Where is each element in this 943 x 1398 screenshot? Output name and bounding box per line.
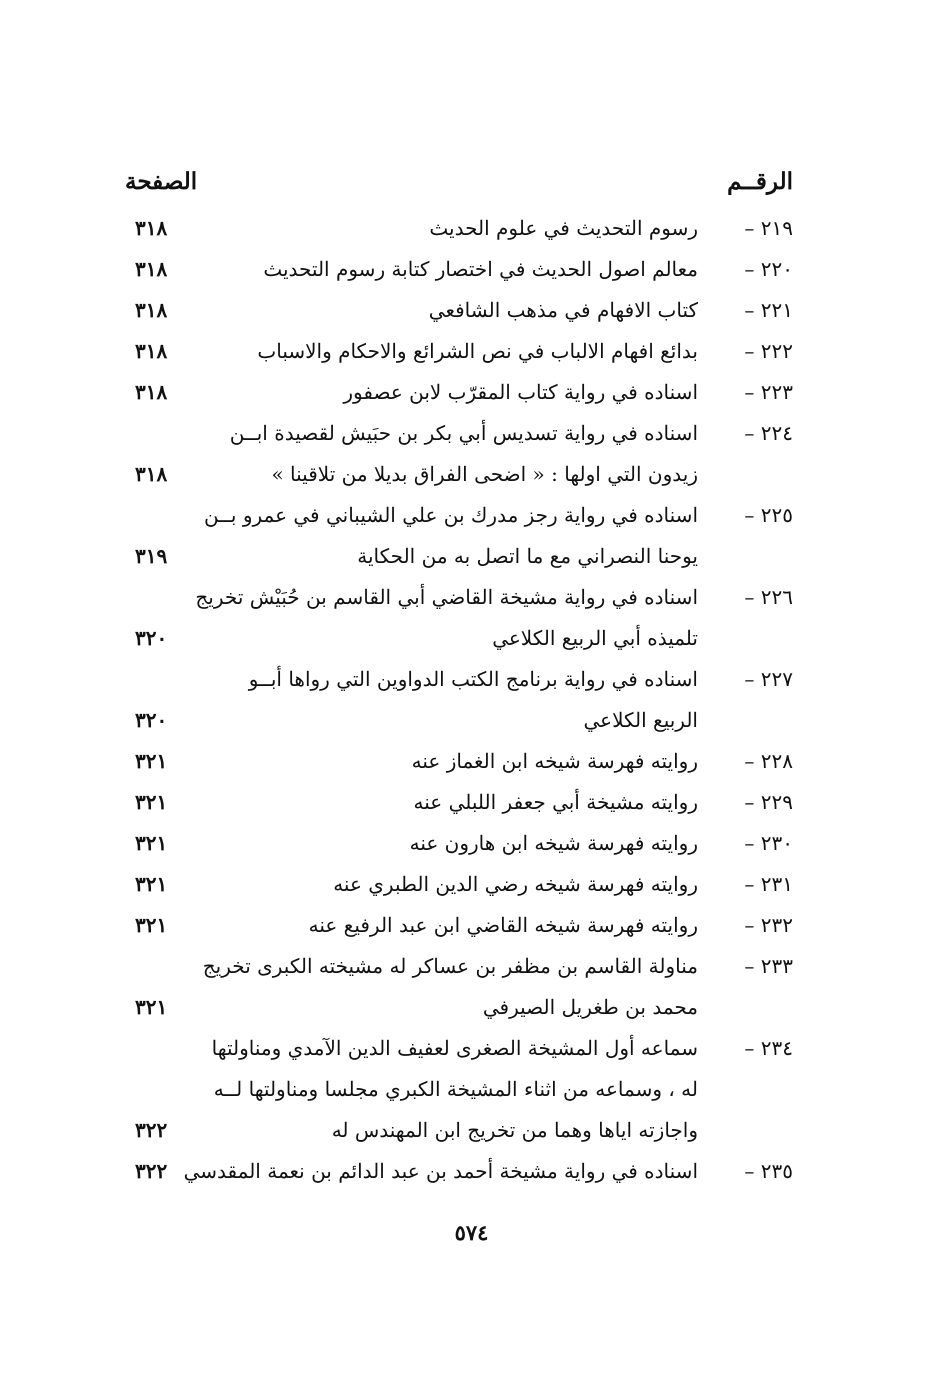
entry-line <box>0 495 943 536</box>
entry-line <box>0 208 943 249</box>
entry-number: ٢٢٧ – <box>744 667 793 691</box>
entry-title: تلميذه أبي الربيع الكلاعي <box>492 626 698 650</box>
entry-page-number: ٣١٨ <box>135 339 168 363</box>
entry-page-number: ٣١٩ <box>135 544 168 568</box>
entry-title: اسناده في رواية برنامج الكتب الدواوين التي رواها أبــو <box>248 667 698 691</box>
index-entry <box>0 782 943 823</box>
index-entry <box>0 331 943 372</box>
page-column-header: الصفحة <box>125 168 198 195</box>
entry-title: الربيع الكلاعي <box>583 708 698 732</box>
entry-page-number: ٣٢٠ <box>135 708 168 732</box>
index-entry <box>0 905 943 946</box>
entry-line <box>0 1028 943 1069</box>
entry-number: ٢٢٤ – <box>744 421 793 445</box>
entry-title: اسناده في رواية مشيخة القاضي أبي القاسم بن حُبَيْش تخريج <box>195 585 698 609</box>
entry-line <box>0 1110 943 1151</box>
entry-page-number: ٣١٨ <box>135 257 168 281</box>
entry-number: ٢٢١ – <box>744 298 793 322</box>
entry-title: له ، وسماعه من اثناء المشيخة الكبري مجلسا ومناولتها لــه <box>213 1077 698 1101</box>
entry-number: ٢٢٨ – <box>744 749 793 773</box>
entry-title: اسناده في رواية مشيخة أحمد بن عبد الدائم بن نعمة المقدسي <box>183 1159 698 1183</box>
entry-title: سماعه أول المشيخة الصغرى لعفيف الدين الآمدي ومناولتها <box>211 1036 698 1060</box>
index-entry <box>0 1028 943 1151</box>
entry-number: ٢٣٣ – <box>744 954 793 978</box>
index-entry <box>0 946 943 1028</box>
entry-line <box>0 905 943 946</box>
entry-page-number: ٣١٨ <box>135 216 168 240</box>
entry-title: روايته مشيخة أبي جعفر اللبلي عنه <box>413 790 698 814</box>
page-number: ٥٧٤ <box>454 1220 489 1245</box>
entry-page-number: ٣٢١ <box>135 749 168 773</box>
entry-title: مناولة القاسم بن مظفر بن عساكر له مشيخته الكبرى تخريج <box>202 954 698 978</box>
entry-line <box>0 659 943 700</box>
entry-title: زيدون التي اولها : « اضحى الفراق بديلا من تلاقينا » <box>271 462 698 486</box>
entry-number: ٢٣٢ – <box>744 913 793 937</box>
entry-page-number: ٣١٨ <box>135 462 168 486</box>
entry-page-number: ٣٢١ <box>135 790 168 814</box>
entry-line <box>0 577 943 618</box>
entry-title: اسناده في رواية رجز مدرك بن علي الشيباني في عمرو بــن <box>203 503 698 527</box>
index-entry <box>0 208 943 249</box>
index-entries <box>0 208 943 1192</box>
entry-title: اسناده في رواية تسديس أبي بكر بن حبَيش لقصيدة ابــن <box>229 421 698 445</box>
entry-line <box>0 1069 943 1110</box>
entry-line <box>0 987 943 1028</box>
entry-number: ٢٢٦ – <box>744 585 793 609</box>
entry-number: ٢٣٥ – <box>744 1159 793 1183</box>
index-entry <box>0 372 943 413</box>
entry-number: ٢٢٩ – <box>744 790 793 814</box>
entry-title: اسناده في رواية كتاب المقرّب لابن عصفور <box>343 380 698 404</box>
entry-line <box>0 290 943 331</box>
entry-page-number: ٣٢١ <box>135 995 168 1019</box>
index-entry <box>0 290 943 331</box>
entry-page-number: ٣٢٢ <box>135 1159 168 1183</box>
entry-number: ٢٢٥ – <box>744 503 793 527</box>
index-entry <box>0 249 943 290</box>
entry-number: ٢١٩ – <box>744 216 793 240</box>
entry-number: ٢٢٣ – <box>744 380 793 404</box>
index-entry <box>0 1151 943 1192</box>
entry-title: روايته فهرسة شيخه القاضي ابن عبد الرفيع عنه <box>308 913 698 937</box>
entry-page-number: ٣٢١ <box>135 831 168 855</box>
entry-line <box>0 618 943 659</box>
entry-title: بدائع افهام الالباب في نص الشرائع والاحكام والاسباب <box>257 339 698 363</box>
index-entry <box>0 823 943 864</box>
entry-line <box>0 823 943 864</box>
entry-line <box>0 331 943 372</box>
index-entry <box>0 659 943 741</box>
entry-number: ٢٢٠ – <box>744 257 793 281</box>
entry-title: رسوم التحديث في علوم الحديث <box>429 216 698 240</box>
entry-line <box>0 864 943 905</box>
number-column-header: الرقــم <box>727 168 793 195</box>
entry-line <box>0 1151 943 1192</box>
entry-page-number: ٣٢٢ <box>135 1118 168 1142</box>
index-entry <box>0 413 943 495</box>
index-entry <box>0 495 943 577</box>
entry-page-number: ٣٢١ <box>135 872 168 896</box>
entry-line <box>0 741 943 782</box>
entry-title: واجازته اياها وهما من تخريج ابن المهندس له <box>331 1118 698 1142</box>
entry-page-number: ٣٢٠ <box>135 626 168 650</box>
entry-line <box>0 700 943 741</box>
entry-title: روايته فهرسة شيخه رضي الدين الطبري عنه <box>333 872 698 896</box>
entry-line <box>0 454 943 495</box>
entry-title: روايته فهرسة شيخه ابن هارون عنه <box>409 831 698 855</box>
index-entry <box>0 577 943 659</box>
entry-page-number: ٣٢١ <box>135 913 168 937</box>
entry-title: معالم اصول الحديث في اختصار كتابة رسوم التحديث <box>263 257 698 281</box>
entry-page-number: ٣١٨ <box>135 298 168 322</box>
entry-line <box>0 782 943 823</box>
index-entry <box>0 741 943 782</box>
entry-line <box>0 536 943 577</box>
entry-number: ٢٣٠ – <box>744 831 793 855</box>
entry-line <box>0 372 943 413</box>
entry-title: يوحنا النصراني مع ما اتصل به من الحكاية <box>357 544 698 568</box>
entry-title: كتاب الافهام في مذهب الشافعي <box>428 298 698 322</box>
entry-title: محمد بن طغريل الصيرفي <box>482 995 698 1019</box>
entry-number: ٢٢٢ – <box>744 339 793 363</box>
index-entry <box>0 864 943 905</box>
entry-title: روايته فهرسة شيخه ابن الغماز عنه <box>411 749 698 773</box>
entry-line <box>0 946 943 987</box>
entry-number: ٢٣٤ – <box>744 1036 793 1060</box>
entry-number: ٢٣١ – <box>744 872 793 896</box>
entry-line <box>0 249 943 290</box>
entry-line <box>0 413 943 454</box>
entry-page-number: ٣١٨ <box>135 380 168 404</box>
